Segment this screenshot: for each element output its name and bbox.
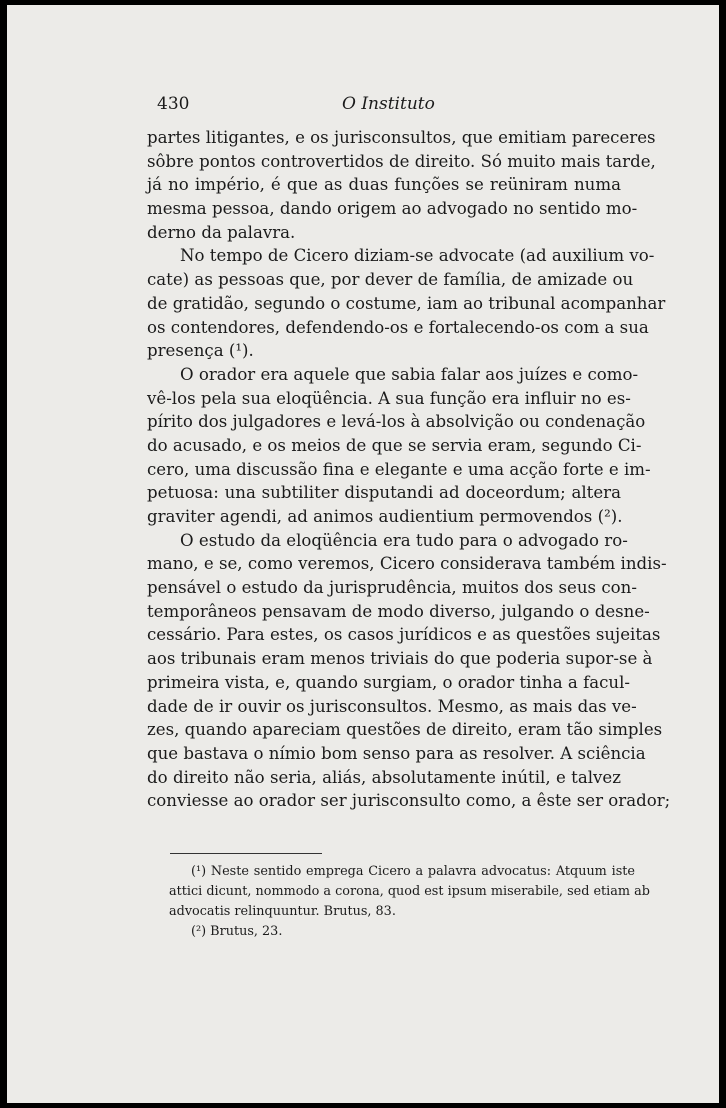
page-header [157,94,617,118]
body-line: que bastava o nímio bom senso para as resolver. A sciência [147,743,646,763]
body-line: pensável o estudo da jurisprudência, muitos dos seus con- [147,578,637,598]
body-line: vê-los pela sua eloqüência. A sua função era influir no es- [147,388,631,408]
body-text [147,126,671,813]
body-line: cate) as pessoas que, por dever de família, de amizade ou [147,270,634,290]
body-line: mesma pessoa, dando origem ao advogado no sentido mo- [147,199,638,219]
body-line: aos tribunais eram menos triviais do que poderia supor-se à [147,649,653,669]
footnote-line: attici dicunt, nommodo a corona, quod est ipsum miserabile, sed etiam ab [169,884,650,899]
body-line: O orador era aquele que sabia falar aos juízes e como- [180,364,639,384]
body-line: graviter agendi, ad animos audientium permovendos (²). [147,507,623,526]
body-line: derno da palavra. [147,222,296,242]
body-line: presença (¹). [147,341,254,361]
footnote-line: advocatis relinquuntur. Brutus, 83. [169,904,396,919]
body-line: dade de ir ouvir os jurisconsultos. Mesmo, as mais das ve- [147,696,637,716]
footnote-line: (²) Brutus, 23. [191,924,283,939]
body-line: já no império, é que as duas funções se reüniram numa [147,175,621,195]
body-line: do acusado, e os meios de que se servia eram, segundo Ci- [147,435,642,455]
body-line: No tempo de Cicero diziam-se advocate (ad auxilium vo- [180,246,655,266]
body-line: pírito dos julgadores e levá-los à absolvição ou condenação [147,412,646,432]
body-line: petuosa: una subtiliter disputandi ad doceordum; altera [147,483,621,503]
body-line: zes, quando apareciam questões de direito, eram tão simples [147,720,663,740]
body-line: de gratidão, segundo o costume, iam ao tribunal acompanhar [147,293,666,313]
body-line: cessário. Para estes, os casos jurídicos e as questões sujeitas [147,625,661,645]
body-line: cero, uma discussão fina e elegante e uma acção forte e im- [147,459,651,479]
body-line: sôbre pontos controvertidos de direito. Só muito mais tarde, [147,151,656,171]
document-page [7,5,719,1103]
body-line: os contendores, defendendo-os e fortalecendo-os com a sua [147,317,649,337]
body-line: temporâneos pensavam de modo diverso, julgando o desne- [147,601,650,621]
footnote-divider [170,853,322,854]
footnote-line: (¹) Neste sentido emprega Cicero a palavra advocatus: Atquum iste [191,864,635,879]
footnotes [169,862,650,942]
body-line: partes litigantes, e os jurisconsultos, que emitiam pareceres [147,128,656,147]
body-line: O estudo da eloqüência era tudo para o advogado ro- [180,530,628,550]
body-line: conviesse ao orador ser jurisconsulto como, a êste ser orador; [147,791,671,811]
running-title: O Instituto [342,94,435,114]
page-number: 430 [157,94,190,114]
body-line: do direito não seria, aliás, absolutamente inútil, e talvez [147,767,621,787]
body-line: primeira vista, e, quando surgiam, o orador tinha a facul- [147,672,631,692]
body-line: mano, e se, como veremos, Cicero considerava também indis- [147,554,667,574]
